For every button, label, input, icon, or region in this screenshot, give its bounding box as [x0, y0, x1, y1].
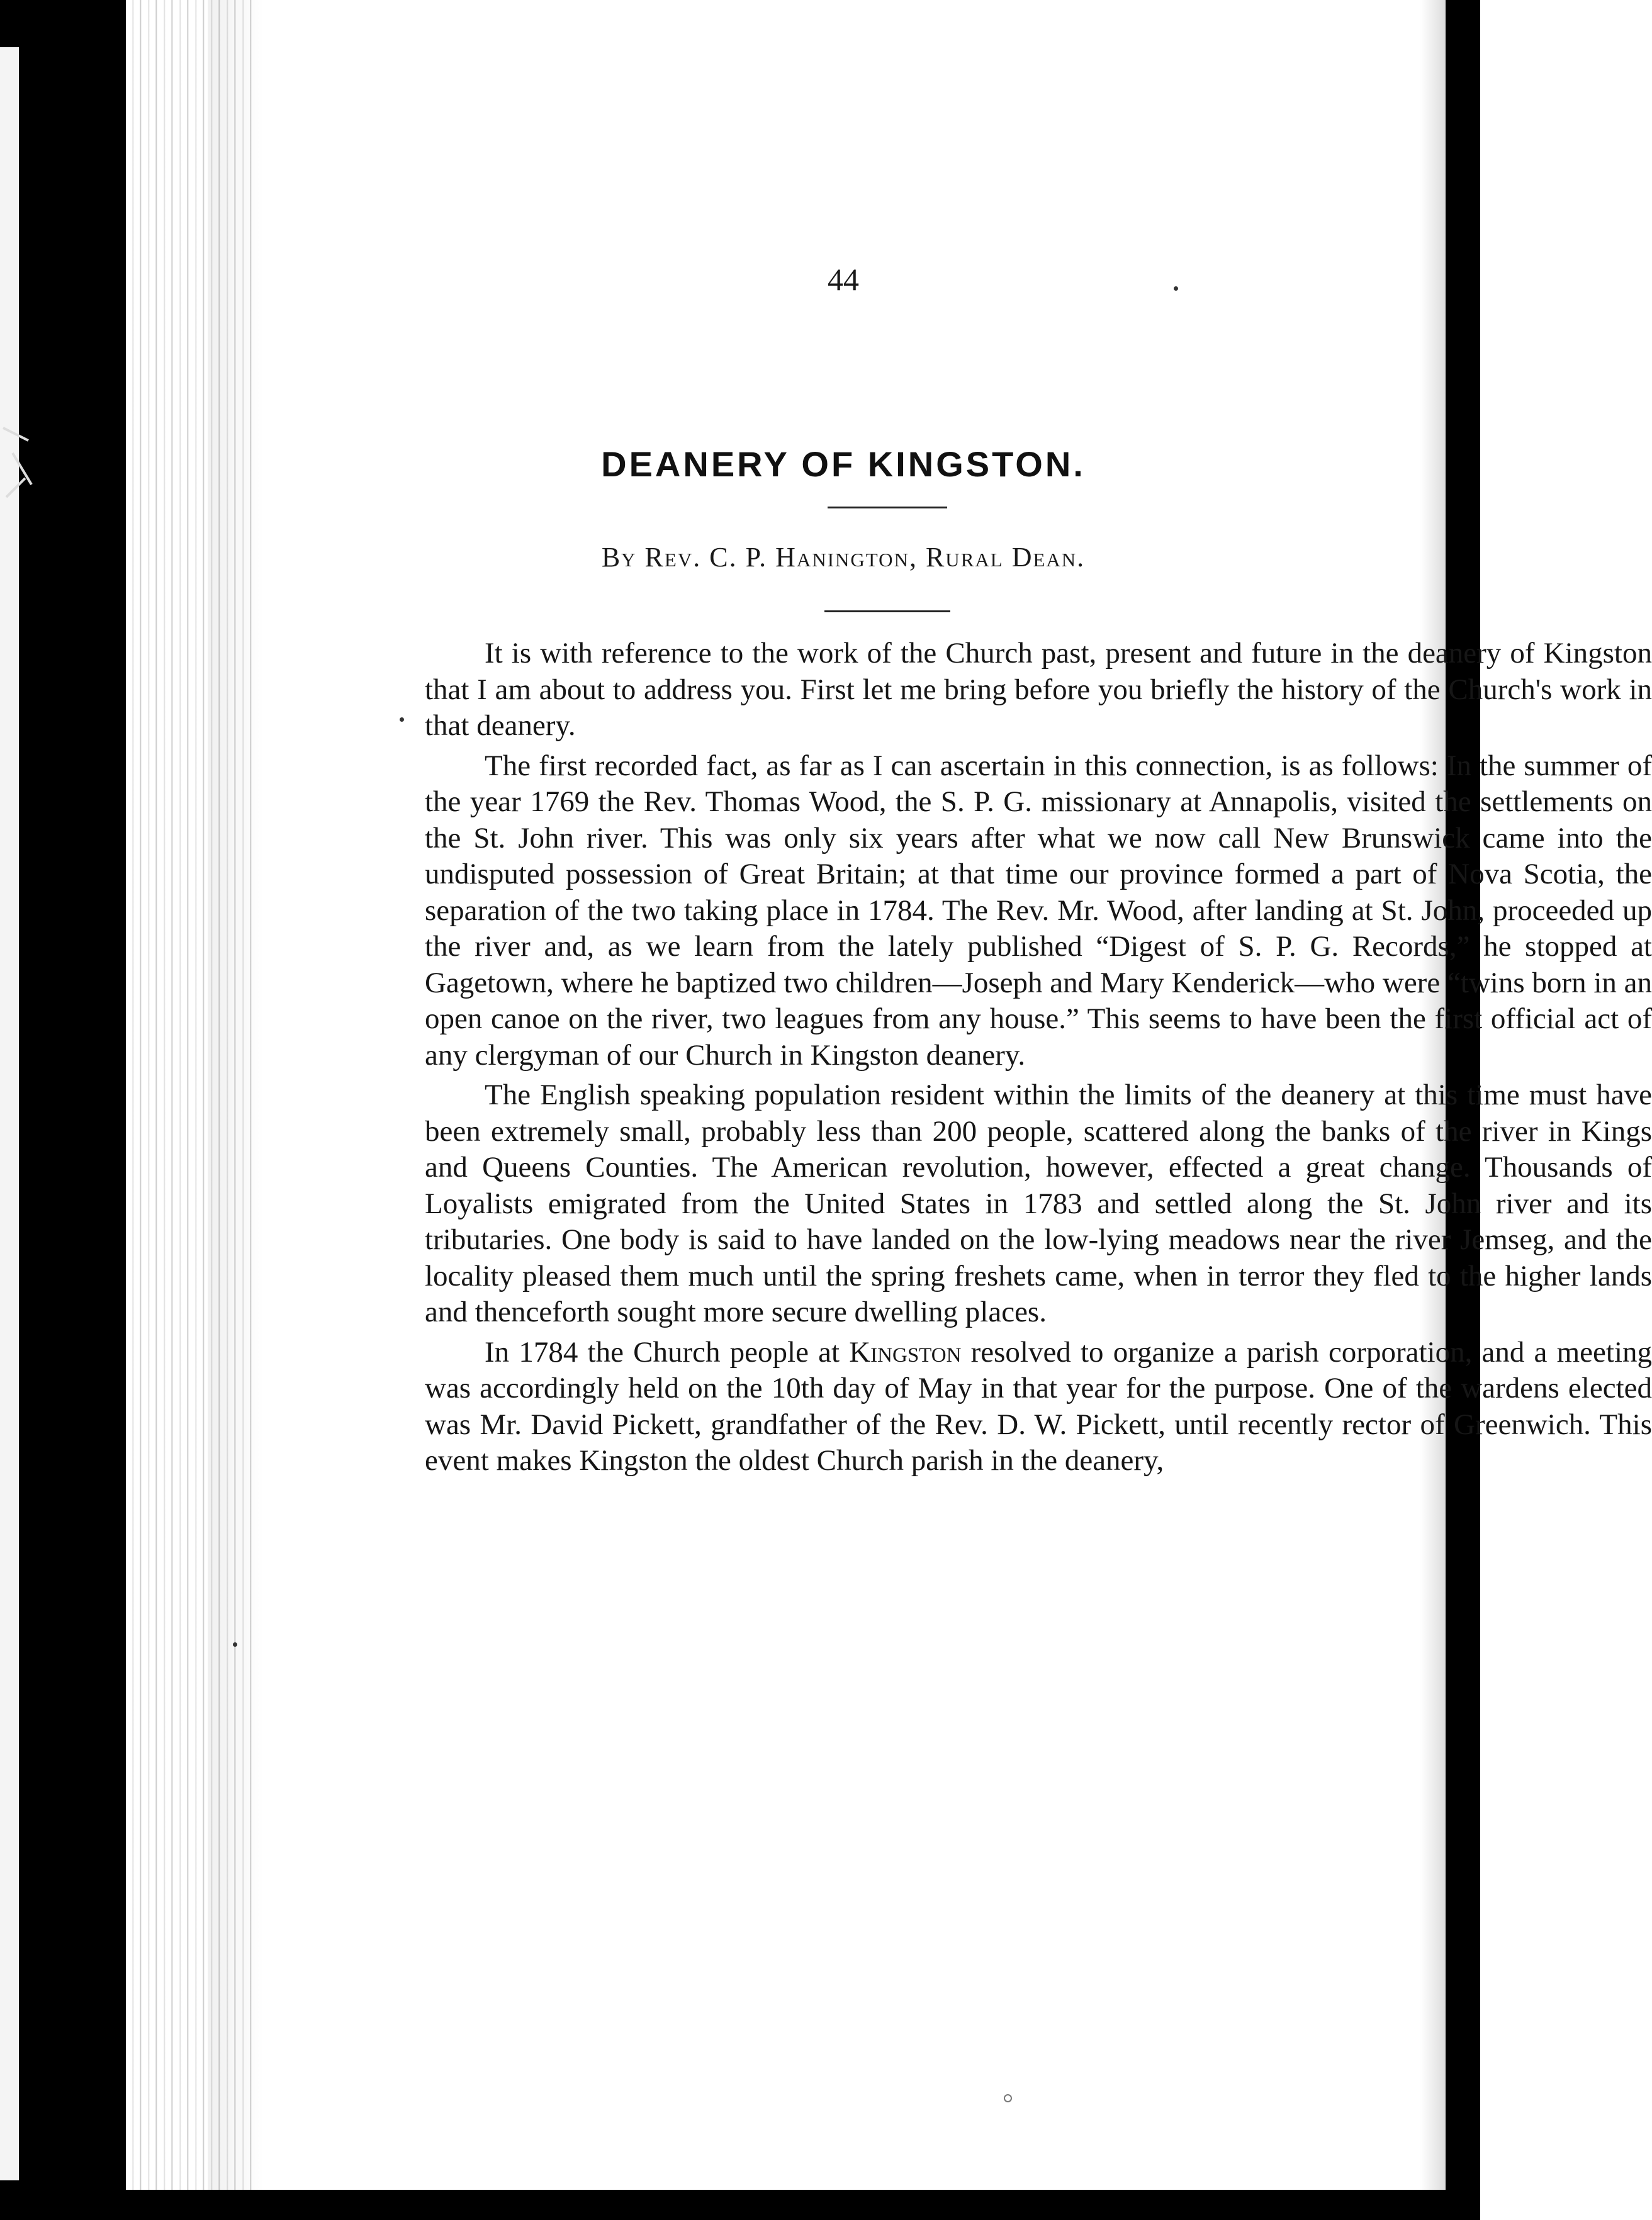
paragraph-4 — [425, 1335, 1652, 1479]
paragraph-2 — [425, 748, 1652, 1074]
place-name-smallcaps: Kingston — [849, 1335, 962, 1369]
paragraph-3 — [425, 1077, 1652, 1331]
paragraph-text-continued: resolved to organize a parish corporation, and a meeting was accordingly held on the 10th day of May in that year for the purpose. One of the wardens elected was Mr. David Pickett, grandfather of the Rev. D. W. Pickett, until recently rector of Greenwich. This event makes Kingston the oldest Church parish in the deanery, — [425, 1335, 1652, 1477]
paragraph-text: It is with reference to the work of the Church past, present and future in the deanery of Kingston that I am about to address you. First let me bring before you briefly the history of the Church's work in that deanery. — [425, 637, 1652, 742]
page-edge-shadow — [208, 0, 264, 2220]
scan-speck — [233, 1642, 237, 1647]
article-body — [425, 636, 1652, 1479]
paragraph-1 — [425, 636, 1652, 744]
scan-background-bottom — [0, 2190, 1480, 2220]
section-title: DEANERY OF KINGSTON. — [601, 444, 1086, 484]
margin-scribble-mark — [0, 415, 38, 510]
scan-speck — [1004, 2094, 1012, 2102]
author-byline: By Rev. C. P. Hanington, Rural Dean. — [601, 542, 1086, 573]
book-page — [264, 0, 1652, 2190]
paragraph-text: In 1784 the Church people at — [485, 1335, 850, 1369]
page-number: 44 — [828, 262, 859, 297]
facing-leaf-edge — [0, 47, 19, 2180]
title-rule — [828, 507, 947, 508]
scan-speck — [1174, 286, 1178, 291]
paragraph-text: The first recorded fact, as far as I can ascertain in this connection, is as follows: In the summer of the year 1769 the Rev. Thomas Wood, the S. P. G. missionary at Annapolis, visited the settlements on the St. John river. This was only six years after what we now call New Brunswick came into the undisputed possession of Great Britain; at that time our province formed a part of Nova Scotia, the separation of the two taking place in 1784. The Rev. Mr. Wood, after landing at St. John, proceeded up the river and, as we learn from the lately published “Digest of S. P. G. Records,” he stopped at Gagetown, where he baptized two children—Joseph and Mary Kenderick—who were “twins born in an open canoe on the river, two leagues from any house.” This seems to have been the first official act of any clergyman of our Church in Kingston deanery. — [425, 749, 1652, 1072]
scan-background-left — [0, 0, 135, 2220]
byline-rule — [824, 610, 950, 612]
paragraph-text: The English speaking population resident within the limits of the deanery at this time must have been extremely small, probably less than 200 people, scattered along the banks of the river in Kings and Queens Counties. The American revolution, however, effected a great change. Thousands of Loyalists emigrated from the United States in 1783 and settled along the St. John river and its tributaries. One body is said to have landed on the low-lying meadows near the river Jemseg, and the locality pleased them much until the spring freshets came, when in terror they fled to the higher lands and thenceforth sought more secure dwelling places. — [425, 1079, 1652, 1328]
scan-speck — [400, 717, 404, 722]
